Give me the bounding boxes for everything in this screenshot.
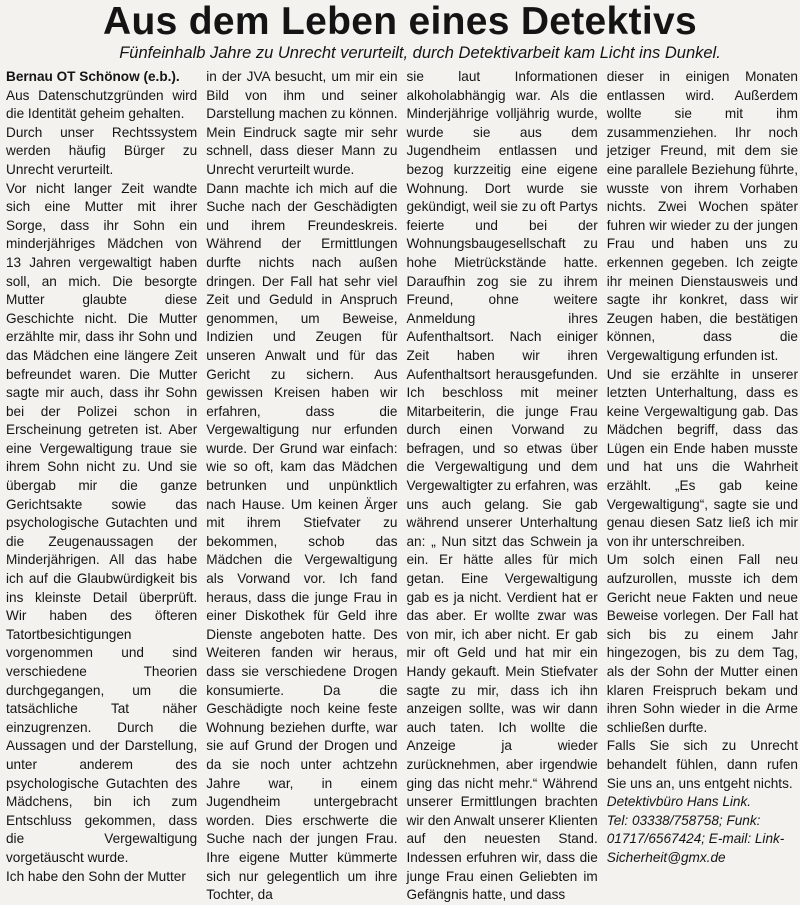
paragraph: Und sie erzählte in unserer letzten Unterhaltung, dass es keine Vergewaltigung gab. Das Mädchen begriff, dass das Lügen ein Ende haben musste und hat uns die Wahrheit erzählt. „Es gab keine Vergewaltigung“, sagte sie und genau diesen Satz ließ ich mir von ihr unterschreiben. (606, 366, 798, 549)
signature-contact: Tel: 03338/758758; Funk: 01717/6567424; E-mail: Link-Sicherheit@gmx.de (606, 812, 785, 865)
paragraph: in der JVA besucht, um mir ein Bild von ihm und seiner Darstellung machen zu können. Mein Eindruck sagte mir sehr schnell, dass dieser Mann zu Unrecht verurteilt wurde. (206, 69, 398, 177)
article-body (6, 68, 798, 903)
article-column-1 (6, 68, 198, 884)
signature-firm: Detektivbüro Hans Link. (606, 794, 752, 810)
article-column-2 (206, 68, 398, 903)
paragraph: Vor nicht langer Zeit wandte sich eine Mutter mit ihrer Sorge, dass ihr Sohn ein minderjähriges Mädchen von 13 Jahren vergewaltigt haben soll, an mich. Die besorgte Mutter glaubte diese Geschichte nicht. Die Mutter erzählte mir, dass ihr Sohn und das Mädchen eine längere Zeit befreundet waren. Die Mutter sagte mir auch, dass ihr Sohn bei der Polizei schon in Erscheinung getreten ist. Aber eine Vergewaltigung traue sie ihrem Sohn nicht zu. Und sie übergab mir die ganze Gerichtsakte sowie das psychologische Gutachten und die Zeugenaussagen der Minderjährigen. All das habe ich auf die Glaubwürdigkeit bis ins kleinste Detail überprüft. Wir haben des öfteren Tatortbesichtigungen vorgenommen und sind verschiedene Theorien durchgegangen, um die tatsächliche Tat näher einzugrenzen. Durch die Aussagen und der Darstellung, unter anderem des psychologische Gutachten des Mädchens, bin ich zum Entschluss gekommen, dass die Vergewaltigung vorgetäuscht wurde. (6, 180, 198, 865)
article-column-3 (406, 68, 598, 903)
article-subheadline: Fünfeinhalb Jahre zu Unrecht verurteilt, durch Detektivarbeit kam Licht ins Dunkel. (119, 44, 721, 62)
paragraph: Ich habe den Sohn der Mutter (6, 868, 186, 884)
article-headline: Aus dem Leben eines Detektivs (103, 0, 697, 43)
paragraph: Dann machte ich mich auf die Suche nach der Geschädigten und ihrem Freundeskreis. Während der Ermittlungen durfte nichts nach außen dringen. Der Fall hat sehr viel Zeit und Geduld in Anspruch genommen, um Beweise, Indizien und Zeugen für unseren Anwalt und für das Gericht zu sichern. Aus gewissen Kreisen haben wir erfahren, dass die Vergewaltigung nur erfunden wurde. Der Grund war einfach: wie so oft, kam das Mädchen betrunken und unpünktlich nach Hause. Um keinen Ärger mit ihrem Stiefvater zu bekommen, schob das Mädchen die Vergewaltigung als Vorwand vor. Ich fand heraus, dass die junge Frau in einer Diskothek für Geld ihre Dienste angeboten hatte. Des Weiteren fanden wir heraus, dass sie verschiedene Drogen konsumierte. Da die Geschädigte noch keine feste Wohnung beziehen durfte, war sie auf Grund der Drogen und da sie noch unter achtzehn Jahre war, in einem Jugendheim untergebracht worden. Dies erschwerte die Suche nach der jungen Frau. Ihre eigene Mutter kümmerte sich nur gelegentlich um ihre Tochter, da (206, 180, 398, 903)
paragraph: Falls Sie sich zu Unrecht behandelt fühlen, dann rufen Sie uns an, uns entgeht nichts. (606, 738, 798, 791)
article-dateline: Bernau OT Schönow (e.b.). (6, 69, 180, 84)
paragraph: dieser in einigen Monaten entlassen wird. Außerdem wollte sie mit ihm zusammenziehen. Ihr noch jetziger Freund, mit dem sie eine parallele Beziehung führte, wusste von ihrem Vorhaben nichts. Zwei Wochen später fuhren wir wieder zu der jungen Frau und haben uns zu erkennen gegeben. Ich zeigte ihr meinen Dienstausweis und sagte ihr konkret, dass wir Zeugen haben, die bestätigen können, dass die Vergewaltigung erfunden ist. (606, 69, 798, 363)
paragraph: Aus Datenschutzgründen wird die Identität geheim gehalten. (6, 87, 198, 122)
paragraph: Durch unser Rechtssystem werden häufig Bürger zu Unrecht verurteilt. (6, 124, 198, 177)
article-column-4 (607, 68, 798, 877)
paragraph: sie laut Informationen alkoholabhängig war. Als die Minderjährige volljährig wurde, wurde sie aus dem Jugendheim entlassen und bezog kurzzeitig eine eigene Wohnung. Dort wurde sie gekündigt, weil sie zu oft Partys feierte und bei der Wohnungsbaugesellschaft zu hohe Mietrückstände hatte. Daraufhin zog sie zu ihrem Freund, ohne weitere Anmeldung ihres Aufenthaltsort. Nach einiger Zeit haben wir ihren Aufenthaltsort herausgefunden. Ich beschloss mit meiner Mitarbeiterin, die junge Frau durch einen Vorwand zu befragen, und so etwas über die Vergewaltigung und dem Vergewaltigter zu erfahren, was uns auch gelang. Sie gab während unserer Unterhaltung an: „ Nun sitzt das Schwein ja ein. Er hätte alles für mich getan. Eine Vergewaltigung gab es ja nicht. Verdient hat er das aber. Er wollte zwar was von mir, ich aber nicht. Er gab mir oft Geld und hat mir ein Handy gekauft. Mein Stiefvater sagte zu mir, dass ich ihn anzeigen sollte, was wir dann auch taten. Ich wollte die Anzeige ja wieder zurücknehmen, aber irgendwie ging das nicht mehr.“ Während unserer Ermittlungen brachten wir den Anwalt unserer Klienten auf den neuesten Stand. Indessen erfuhren wir, dass die junge Frau einen Geliebten im Gefängnis hatte, und dass (406, 69, 598, 903)
paragraph: Um solch einen Fall neu aufzurollen, musste ich dem Gericht neue Fakten und neue Beweise vorlegen. Der Fall hat sich bis zu einem Jahr hingezogen, bis zu dem Tag, als der Sohn der Mutter einen klaren Freispruch bekam und ihren Sohn wieder in die Arme schließen durfte. (606, 552, 798, 735)
